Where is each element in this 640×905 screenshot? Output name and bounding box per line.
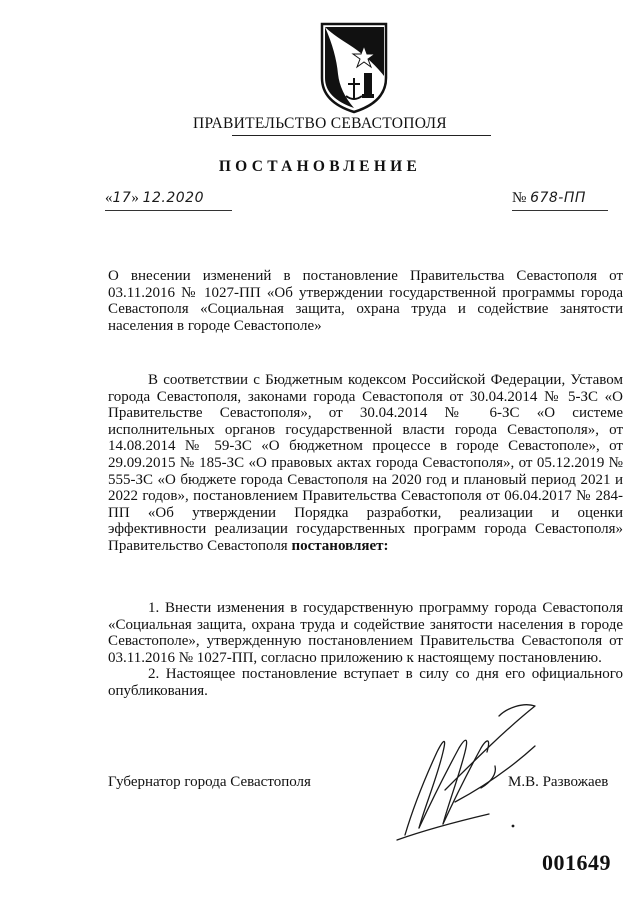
resolution-item: 2. Настоящее постановление вступает в силу со дня его официального опубликования. bbox=[108, 666, 623, 699]
preamble-text: В соответствии с Бюджетным кодексом Российской Федерации, Уставом города Севастополя, законами города Севастополя от 30.04.2014 № 5-ЗС «О Правительстве Севастополя», от 30.04.2014 № 6-ЗС «О системе исполнительных органов государственной власти города Севастополя», от 14.08.2014 № 59-ЗС «О бюджетном процессе в городе Севастополе», от 29.09.2015 № 185-ЗС «О правовых актах города Севастополя», от 05.12.2019 № 555-ЗС «О бюджете города Севастополя на 2020 год и плановый период 2021 и 2022 годов», постановлением Правительства Севастополя от 06.04.2017 № 284-ПП «Об утверждении Порядка разработки, реализации и оценки эффективности реализации государственных программ города Севастополя» Правительство Севастополя bbox=[108, 372, 623, 554]
date-quote-open: « bbox=[105, 190, 113, 206]
date-quote-close: » bbox=[131, 190, 139, 206]
document-type: ПОСТАНОВЛЕНИЕ bbox=[218, 158, 422, 175]
resolution-items bbox=[108, 600, 623, 700]
signatory-name: М.В. Развожаев bbox=[508, 774, 609, 790]
document-date bbox=[105, 190, 232, 211]
government-title: ПРАВИТЕЛЬСТВО СЕВАСТОПОЛЯ bbox=[193, 115, 447, 132]
signatory-position: Губернатор города Севастополя bbox=[108, 774, 311, 790]
number-label: № bbox=[512, 190, 527, 206]
date-month-year: 12.2020 bbox=[142, 190, 204, 206]
preamble-emphasis: постановляет: bbox=[291, 537, 389, 554]
preamble-paragraph bbox=[108, 372, 623, 555]
coat-of-arms-emblem bbox=[318, 18, 390, 114]
document-subject: О внесении изменений в постановление Правительства Севастополя от 03.11.2016 № 1027-ПП «Об утверждении государственной программы города Севастополя «Социальная защита, охрана труда и содействие занятости населения в городе Севастополе» bbox=[108, 268, 623, 334]
number-value: 678-ПП bbox=[530, 190, 586, 206]
title-underline bbox=[232, 135, 491, 136]
handwritten-signature bbox=[385, 690, 565, 850]
date-day: 17 bbox=[112, 190, 132, 206]
resolution-item: 1. Внести изменения в государственную программу города Севастополя «Социальная защита, охрана труда и содействие занятости населения в городе Севастополе», утвержденную постановлением Правительства Севастополя от 03.11.2016 № 1027-ПП, согласно приложению к настоящему постановлению. bbox=[108, 600, 623, 666]
serial-number: 001649 bbox=[542, 850, 611, 875]
document-number bbox=[512, 190, 608, 211]
